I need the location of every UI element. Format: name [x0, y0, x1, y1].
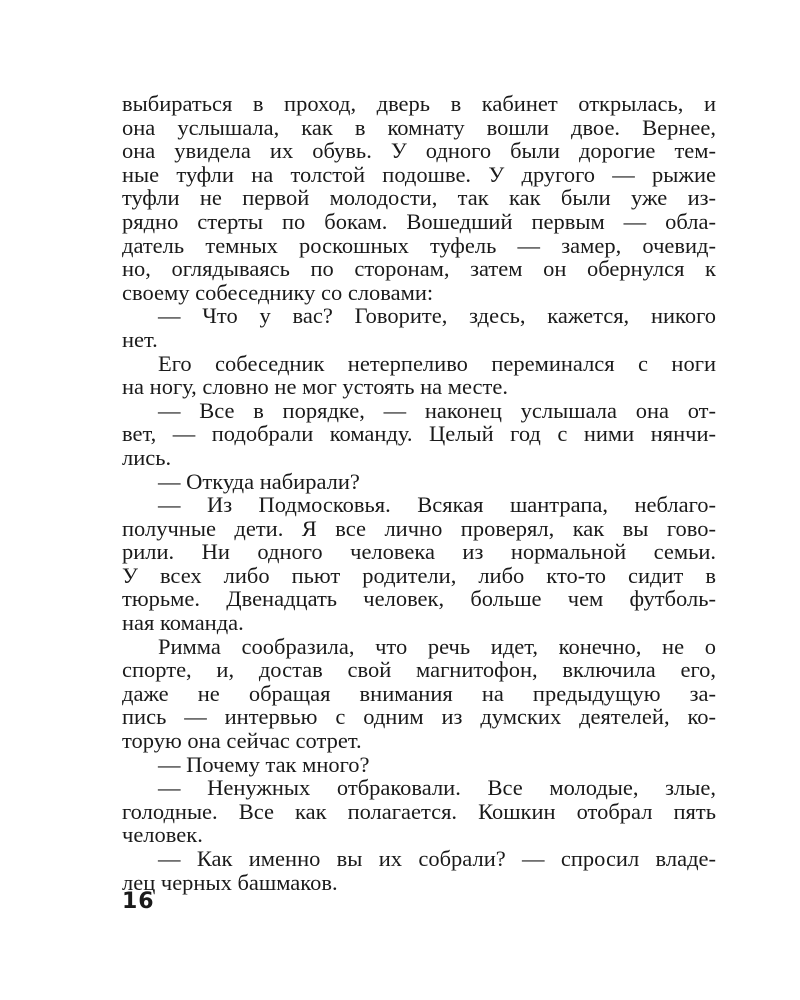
body-text — [122, 92, 716, 894]
text-line: — Из Подмосковья. Всякая шантрапа, неблаго- — [158, 492, 716, 518]
text-line: — Все в порядке, — наконец услышала она от- — [158, 397, 716, 423]
text-line: — Ненужных отбраковали. Все молодые, злые, — [158, 775, 716, 801]
text-line: вет, — подобрали команду. Целый год с ними нянчи- — [122, 421, 716, 447]
page-number: 16 — [122, 889, 155, 914]
text-line: рядно стерты по бокам. Вошедший первым — обла- — [122, 208, 716, 234]
text-line: своему собеседнику со словами: — [122, 279, 434, 305]
text-line: Римма сообразила, что речь идет, конечно, не о — [158, 633, 716, 659]
text-line: датель темных роскошных туфель — замер, очевид- — [122, 232, 716, 258]
text-line: ная команда. — [122, 610, 244, 636]
text-line: нет. — [122, 326, 158, 352]
text-line: но, оглядываясь по сторонам, затем он обернулся к — [122, 256, 716, 282]
text-line: она увидела их обувь. У одного были дорогие тем- — [122, 138, 716, 164]
text-line: лец черных башмаков. — [122, 869, 338, 895]
text-line: тюрьме. Двенадцать человек, больше чем футболь- — [122, 586, 716, 612]
text-line: человек. — [122, 822, 203, 848]
text-line: рили. Ни одного человека из нормальной семьи. — [122, 539, 716, 565]
text-line: — Почему так много? — [158, 751, 370, 777]
text-line: выбираться в проход, дверь в кабинет открылась, и — [122, 91, 716, 116]
text-line: — Откуда набирали? — [158, 468, 360, 494]
text-line: — Как именно вы их собрали? — спросил владе- — [158, 846, 716, 871]
text-line: даже не обращая внимания на предыдущую за- — [122, 680, 716, 706]
text-line: спорте, и, достав свой магнитофон, включила его, — [122, 657, 716, 683]
text-line: получные дети. Я все лично проверял, как вы гово- — [122, 515, 716, 541]
text-line: пись — интервью с одним из думских деятелей, ко- — [122, 704, 716, 730]
text-line: У всех либо пьют родители, либо кто-то сидит в — [122, 562, 716, 588]
text-line: туфли не первой молодости, так как были уже из- — [122, 185, 716, 211]
text-line: лись. — [122, 444, 172, 470]
text-line: на ногу, словно не мог устоять на месте. — [122, 374, 508, 400]
text-line: она услышала, как в комнату вошли двое. Вернее, — [122, 114, 716, 140]
text-line: голодные. Все как полагается. Кошкин отобрал пять — [122, 798, 716, 824]
text-line: ные туфли на толстой подошве. У другого — рыжие — [122, 161, 716, 187]
text-line: — Что у вас? Говорите, здесь, кажется, никого — [158, 303, 716, 329]
text-line: торую она сейчас сотрет. — [122, 728, 362, 754]
text-line: Его собеседник нетерпеливо переминался с ноги — [158, 350, 716, 376]
